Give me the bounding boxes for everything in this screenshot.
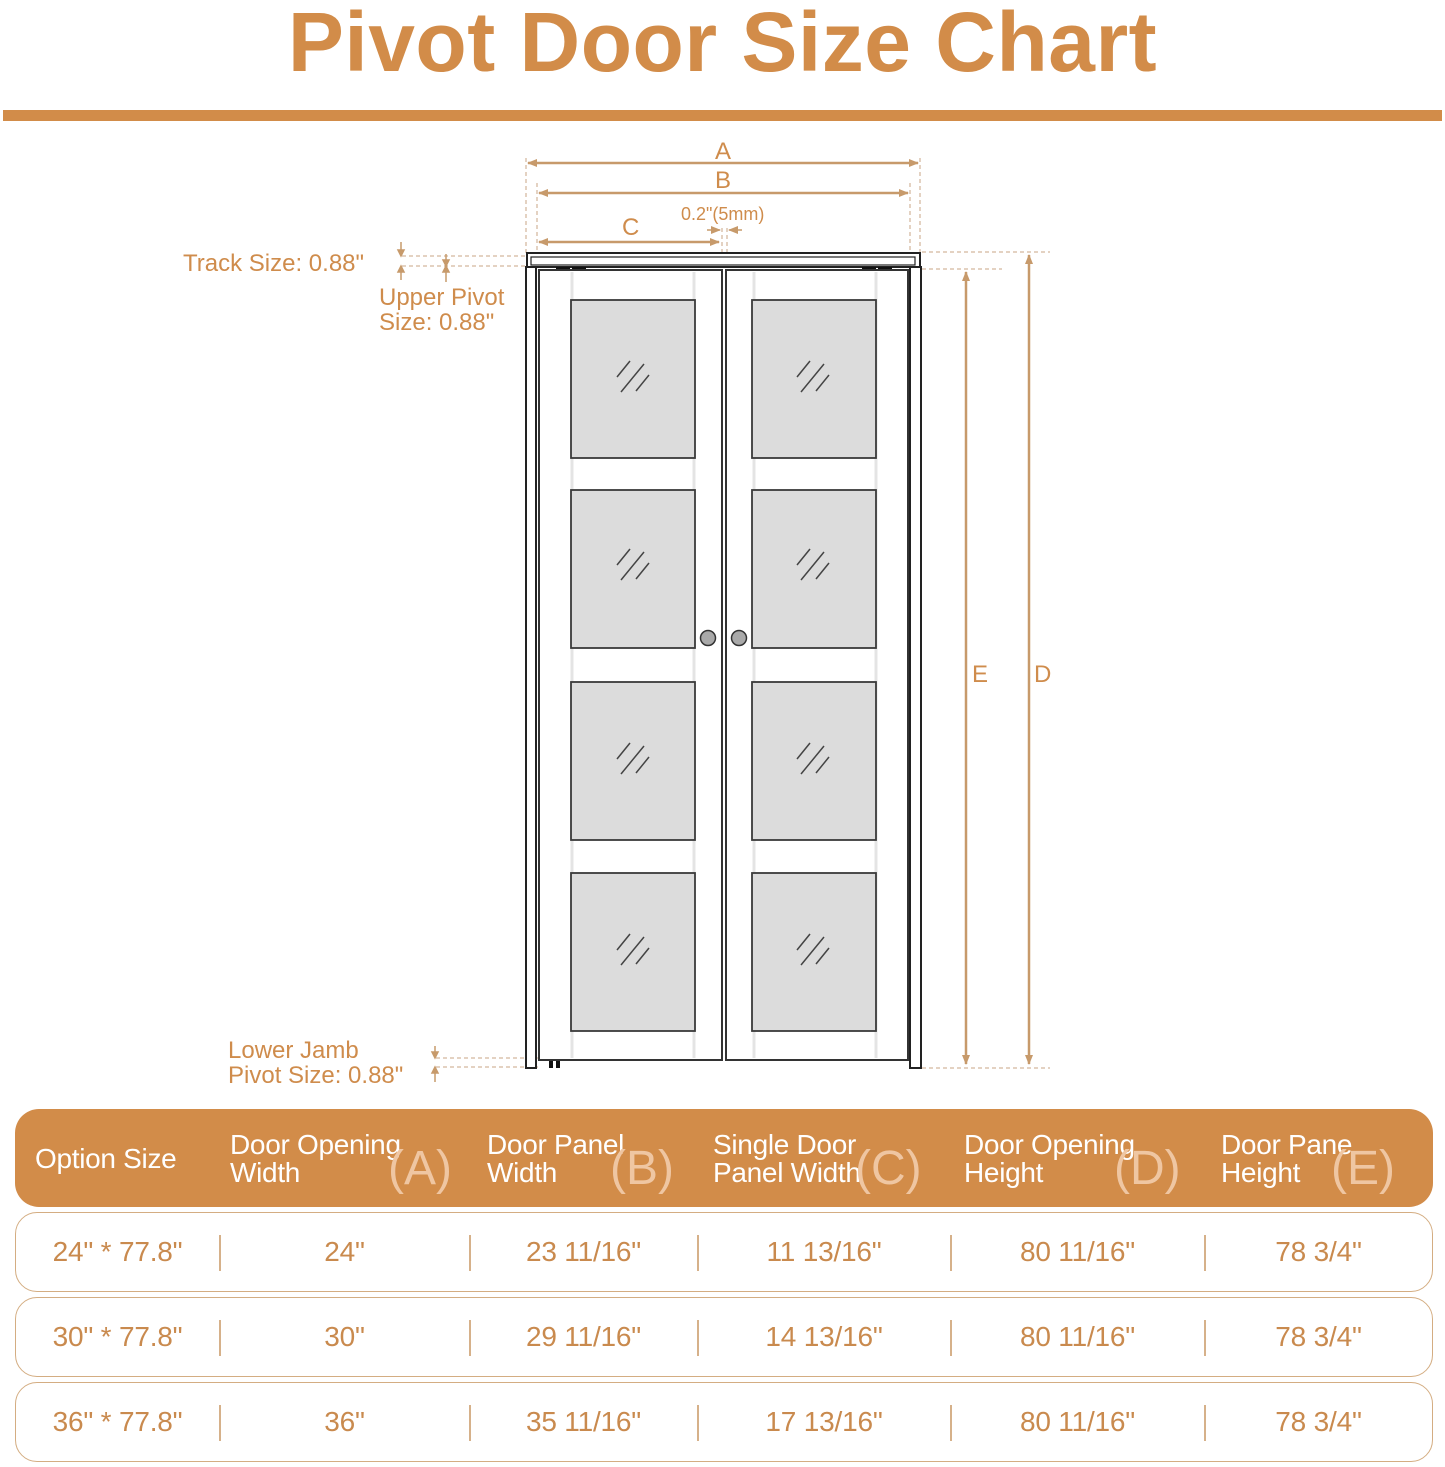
cell-option-size: 24" * 77.8"	[52, 1236, 183, 1267]
dimension-label-d: D	[1034, 661, 1052, 688]
cell-single-door-panel-width: 17 13/16"	[765, 1406, 883, 1437]
header-label: Door Opening	[230, 1129, 401, 1160]
cell-option-size: 36" * 77.8"	[52, 1406, 183, 1437]
lower-jamb-callout-line1: Lower Jamb	[228, 1037, 359, 1064]
header-label: Door Pane	[1221, 1129, 1353, 1160]
header-letter: (B)	[610, 1142, 674, 1195]
cell-option-size: 30" * 77.8"	[52, 1321, 183, 1352]
header-letter: (A)	[388, 1142, 452, 1195]
upper-pivot-callout-line1: Upper Pivot	[379, 284, 505, 311]
header-label: Panel Width	[713, 1157, 861, 1188]
cell-door-pane-height: 78 3/4"	[1275, 1321, 1362, 1352]
header-label: Height	[964, 1157, 1044, 1188]
table-row	[15, 1212, 1433, 1292]
cell-door-opening-height: 80 11/16"	[1019, 1406, 1136, 1437]
cell-single-door-panel-width: 14 13/16"	[765, 1321, 883, 1352]
dimension-label-a: A	[715, 138, 732, 165]
door-handle-icon	[701, 631, 747, 646]
cell-door-opening-width: 30"	[324, 1321, 365, 1352]
header-option-size	[35, 1109, 225, 1207]
cell-door-panel-width: 29 11/16"	[525, 1321, 642, 1352]
header-door-opening-height	[964, 1109, 1214, 1207]
upper-pivot-callout-line2: Size: 0.88"	[379, 309, 495, 336]
table-header	[15, 1109, 1433, 1207]
header-letter: (E)	[1331, 1142, 1395, 1195]
header-label: Width	[230, 1157, 301, 1188]
cell-door-panel-width: 35 11/16"	[525, 1406, 642, 1437]
header-label: Height	[1221, 1157, 1301, 1188]
header-door-pane-height	[1221, 1109, 1431, 1207]
cell-door-pane-height: 78 3/4"	[1275, 1236, 1362, 1267]
dimension-label-b: B	[715, 167, 732, 194]
dimension-label-e: E	[972, 661, 989, 688]
header-door-panel-width	[487, 1109, 707, 1207]
cell-door-opening-height: 80 11/16"	[1019, 1236, 1136, 1267]
table-row	[15, 1382, 1433, 1462]
track-size-callout: Track Size: 0.88"	[183, 250, 365, 277]
cell-door-opening-height: 80 11/16"	[1019, 1321, 1136, 1352]
size-table	[15, 1109, 1433, 1462]
page-title: Pivot Door Size Chart	[287, 0, 1158, 89]
gap-label: 0.2"(5mm)	[681, 204, 765, 224]
header-label: Door Panel	[487, 1129, 625, 1160]
header-letter: (C)	[855, 1142, 922, 1195]
dimension-label-c: C	[622, 214, 640, 241]
cell-door-panel-width: 23 11/16"	[525, 1236, 642, 1267]
header-door-opening-width	[230, 1109, 480, 1207]
header-label: Option Size	[35, 1143, 177, 1174]
header-letter: (D)	[1114, 1142, 1181, 1195]
cell-door-opening-width: 24"	[324, 1236, 365, 1267]
header-label: Door Opening	[964, 1129, 1135, 1160]
lower-jamb-callout-line2: Pivot Size: 0.88"	[228, 1062, 404, 1089]
cell-door-pane-height: 78 3/4"	[1275, 1406, 1362, 1437]
table-row	[15, 1297, 1433, 1377]
cell-single-door-panel-width: 11 13/16"	[766, 1236, 882, 1267]
header-single-door-panel-width	[713, 1109, 953, 1207]
header-label: Single Door	[713, 1129, 857, 1160]
header-label: Width	[487, 1157, 558, 1188]
cell-door-opening-width: 36"	[324, 1406, 365, 1437]
